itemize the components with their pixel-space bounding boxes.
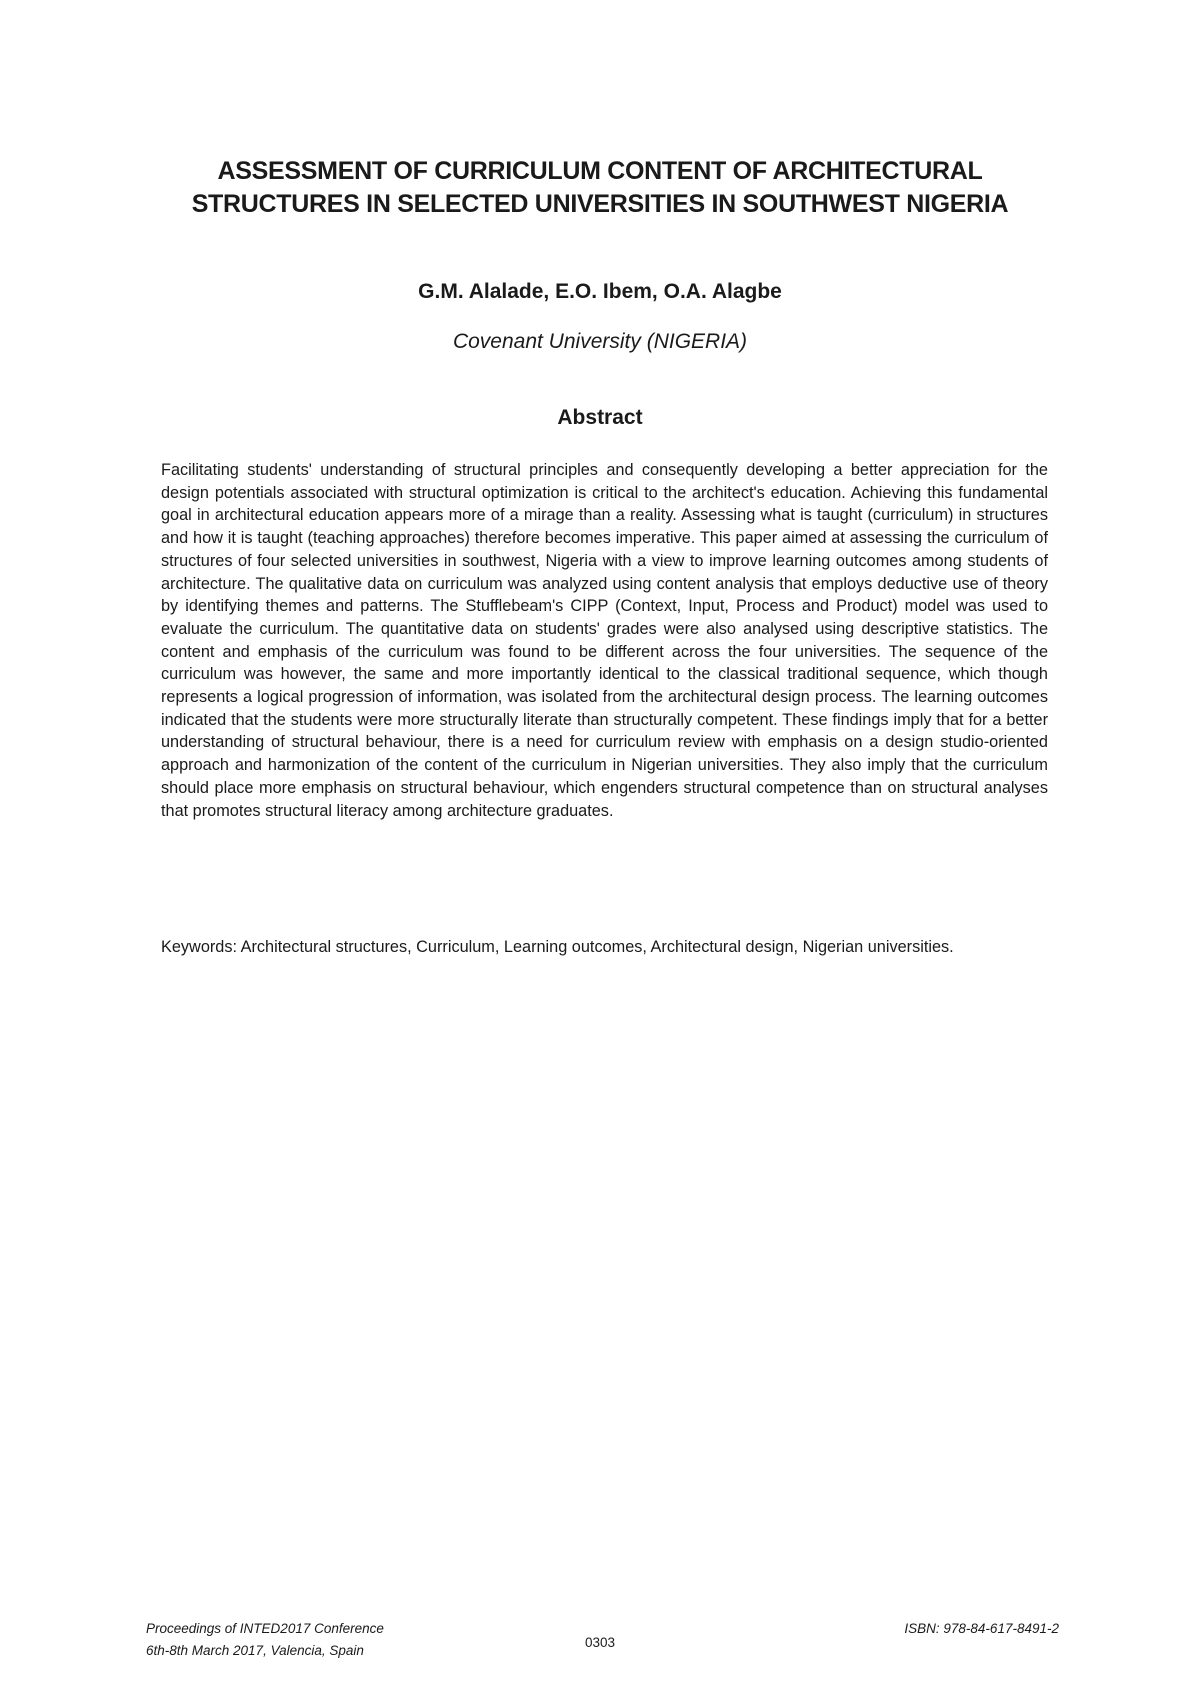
paper-title: ASSESSMENT OF CURRICULUM CONTENT OF ARCHITECTURAL STRUCTURES IN SELECTED UNIVERSITIES IN SOUTHWEST NIGERIA bbox=[191, 157, 1009, 218]
footer-proceedings: Proceedings of INTED2017 Conference bbox=[146, 1621, 384, 1636]
footer-conference-info bbox=[146, 1618, 384, 1662]
abstract-heading: Abstract bbox=[557, 406, 643, 429]
footer-dates: 6th-8th March 2017, Valencia, Spain bbox=[146, 1643, 364, 1658]
paper-affiliation: Covenant University (NIGERIA) bbox=[452, 330, 748, 353]
footer-isbn: ISBN: 978-84-617-8491-2 bbox=[904, 1621, 1059, 1636]
paper-authors: G.M. Alalade, E.O. Ibem, O.A. Alagbe bbox=[418, 280, 782, 303]
abstract-text: Facilitating students' understanding of structural principles and consequently developing a better appreciation for the design potentials associated with structural optimization is critical to the architect's education. Achieving this fundamental goal in architectural education appears more of a mirage than a reality. Assessing what is taught (curriculum) in structures and how it is taught (teaching approaches) therefore becomes imperative. This paper aimed at assessing the curriculum of structures of four selected universities in southwest, Nigeria with a view to improve learning outcomes among students of architecture. The qualitative data on curriculum was analyzed using content analysis that employs deductive use of theory by identifying themes and patterns. The Stufflebeam's CIPP (Context, Input, Process and Product) model was used to evaluate the curriculum. The quantitative data on students' grades were also analysed using descriptive statistics. The content and emphasis of the curriculum was found to be different across the four universities. The sequence of the curriculum was however, the same and more importantly identical to the classical traditional sequence, which though represents a logical progression of information, was isolated from the architectural design process. The learning outcomes indicated that the students were more structurally literate than structurally competent. These findings imply that for a better understanding of structural behaviour, there is a need for curriculum review with emphasis on a design studio-oriented approach and harmonization of the content of the curriculum in Nigerian universities. They also imply that the curriculum should place more emphasis on structural behaviour, which engenders structural competence than on structural analyses that promotes structural literacy among architecture graduates. bbox=[161, 461, 1048, 820]
keywords: Keywords: Architectural structures, Curriculum, Learning outcomes, Architectural design, Nigerian universities. bbox=[161, 938, 954, 956]
footer-page-number: 0303 bbox=[584, 1635, 616, 1650]
